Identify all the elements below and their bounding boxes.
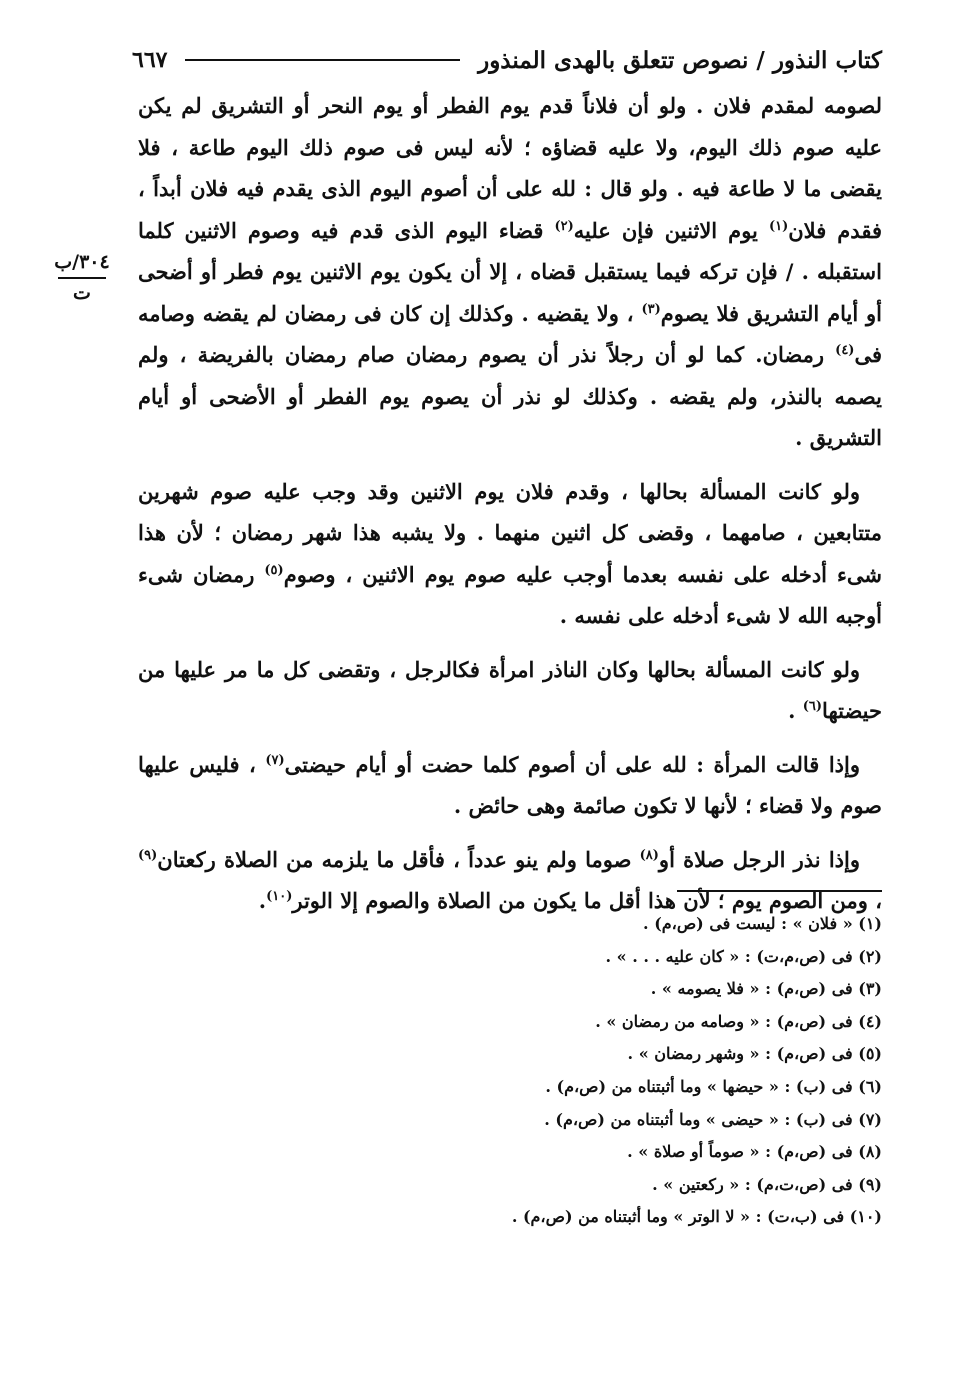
text-run: وإذا قالت المرأة : لله على أن أصوم كلما حضت أو أيام حيضتى — [284, 751, 860, 777]
footnote-marker: (٥) — [264, 562, 284, 578]
paragraph — [138, 471, 882, 637]
text-run: لصومه لمقدم فلان . ولو أن فلاناً قدم يوم الفطر أو يوم النحر أو التشريق لم يكن عليه صوم ذلك اليوم، ولا عليه قضاؤه ؛ لأنه ليس فى صوم ذلك اليوم طاعة ، فلا يقضى ما لا طاعة فيه . ولو قال : لله على أن أصوم اليوم الذى يقدم فيه فلان أبداً ، فقدم فلان — [138, 93, 882, 243]
margin-folio-note — [52, 250, 112, 305]
footnote-marker: (٨) — [639, 847, 659, 863]
text-run: ، ولا يقضيه . وكذلك إن كان فى رمضان لم يقضه وصامه فى — [138, 300, 882, 367]
text-run: صوما ولم ينو عدداً ، فأقل ما يلزمه من الصلاة ركعتان — [157, 846, 640, 872]
footnote-marker: (٧) — [265, 752, 285, 768]
footnote-marker: (١) — [768, 218, 789, 234]
text-run: رمضان شىء أوجبه الله لا شىء أدخله على نفسه . — [138, 561, 882, 628]
text-run: يوم الاثنين فإن عليه — [573, 217, 769, 243]
footnote-separator — [677, 890, 882, 892]
footnote-marker: (٤) — [835, 343, 855, 358]
footnote-item: (١٠) فى (ب،ت) : « لا الوتر » وما أثبتناه من (ص،م) . — [511, 1207, 882, 1227]
footnote-item: (٥) فى (ص،م) : « وشهر رمضان » . — [627, 1044, 882, 1064]
footnotes — [300, 908, 882, 1234]
text-run: رمضان. كما لو أن رجلاً نذر أن يصوم رمضان صام رمضان بالفريضة ، ولم يصمه بالنذر، ولم يقضه . وكذلك لو نذر أن يصوم يوم الفطر أو الأضحى أو أيام التشريق . — [138, 342, 882, 450]
footnote-item: (١) « فلان » : ليست فى (ص،م) . — [643, 914, 882, 933]
folio-separator — [58, 277, 106, 279]
footnote-item: (٨) فى (ص،م) : « صوماً أو صلاة » . — [627, 1142, 882, 1162]
running-header — [132, 40, 882, 80]
text-run: . — [788, 698, 803, 723]
text-run: ، فليس عليها صوم ولا قضاء ؛ لأنها لا تكون صائمة وهى حائض . — [138, 751, 882, 818]
footnote-marker: (٦) — [802, 699, 823, 714]
page-number: ٦٦٧ — [132, 47, 168, 73]
running-title: كتاب النذور / نصوص تتعلق بالهدى المنذور — [478, 46, 882, 74]
text-run: ولو كانت المسألة بحالها ، وقدم فلان يوم الاثنين وقد وجب عليه صوم شهرين متتابعين ، صامهما ، وقضى كل اثنين منهما . ولا يشبه هذا شهر رمضان ؛ لأن هذا شىء أدخله على نفسه بعدما أوجب عليه صوم يوم الاثنين ، وصوم — [138, 478, 882, 587]
main-text — [138, 85, 882, 934]
header-rule — [185, 59, 460, 61]
paragraph — [138, 649, 882, 732]
text-run: وإذا نذر الرجل صلاة أو — [658, 846, 860, 872]
footnote-item: (٢) فى (ص،م،ت) : « كان عليه . . . » . — [605, 946, 882, 966]
footnote-item: (٩) فى (ص،ت،م) : « ركعتين » . — [652, 1174, 882, 1194]
paragraph — [138, 744, 882, 827]
folio-reference: ٣٠٤/ب — [54, 251, 110, 273]
footnote-item: (٦) فى (ب) : « حيضها » وما أثبتناه من (ص،م) . — [545, 1076, 882, 1096]
footnote-marker: (٣) — [641, 301, 661, 317]
text-run: ، ومن الصوم يوم ؛ لأن هذا أقل ما يكون من الصلاة والصوم إلا الوتر — [292, 888, 882, 913]
manuscript-siglum: ت — [73, 282, 91, 304]
footnote-marker: (١٠) — [266, 889, 293, 904]
text-run: قضاء اليوم الذى قدم فيه وصوم الاثنين كلما استقبله . / فإن تركه فيما يستقبل قضاه ، إلا أن يكون يوم الاثنين يوم فطر أو أضحى أو أيام التشريق فلا يصوم — [138, 217, 882, 326]
footnote-marker: (٩) — [138, 847, 158, 863]
paragraph — [138, 85, 882, 459]
footnote-item: (٣) فى (ص،م) : « فلا يصومه » . — [650, 979, 882, 999]
footnote-marker: (٢) — [554, 218, 574, 234]
text-run: . — [258, 888, 267, 913]
footnote-item: (٧) فى (ب) : « حيضى » وما أثبتناه من (ص،م) . — [544, 1109, 882, 1129]
footnote-item: (٤) فى (ص،م) : « وصامه من رمضان » . — [595, 1011, 882, 1031]
text-run: ولو كانت المسألة بحالها وكان الناذر امرأة فكالرجل ، وتقضى كل ما مر عليها من حيضتها — [138, 656, 882, 723]
